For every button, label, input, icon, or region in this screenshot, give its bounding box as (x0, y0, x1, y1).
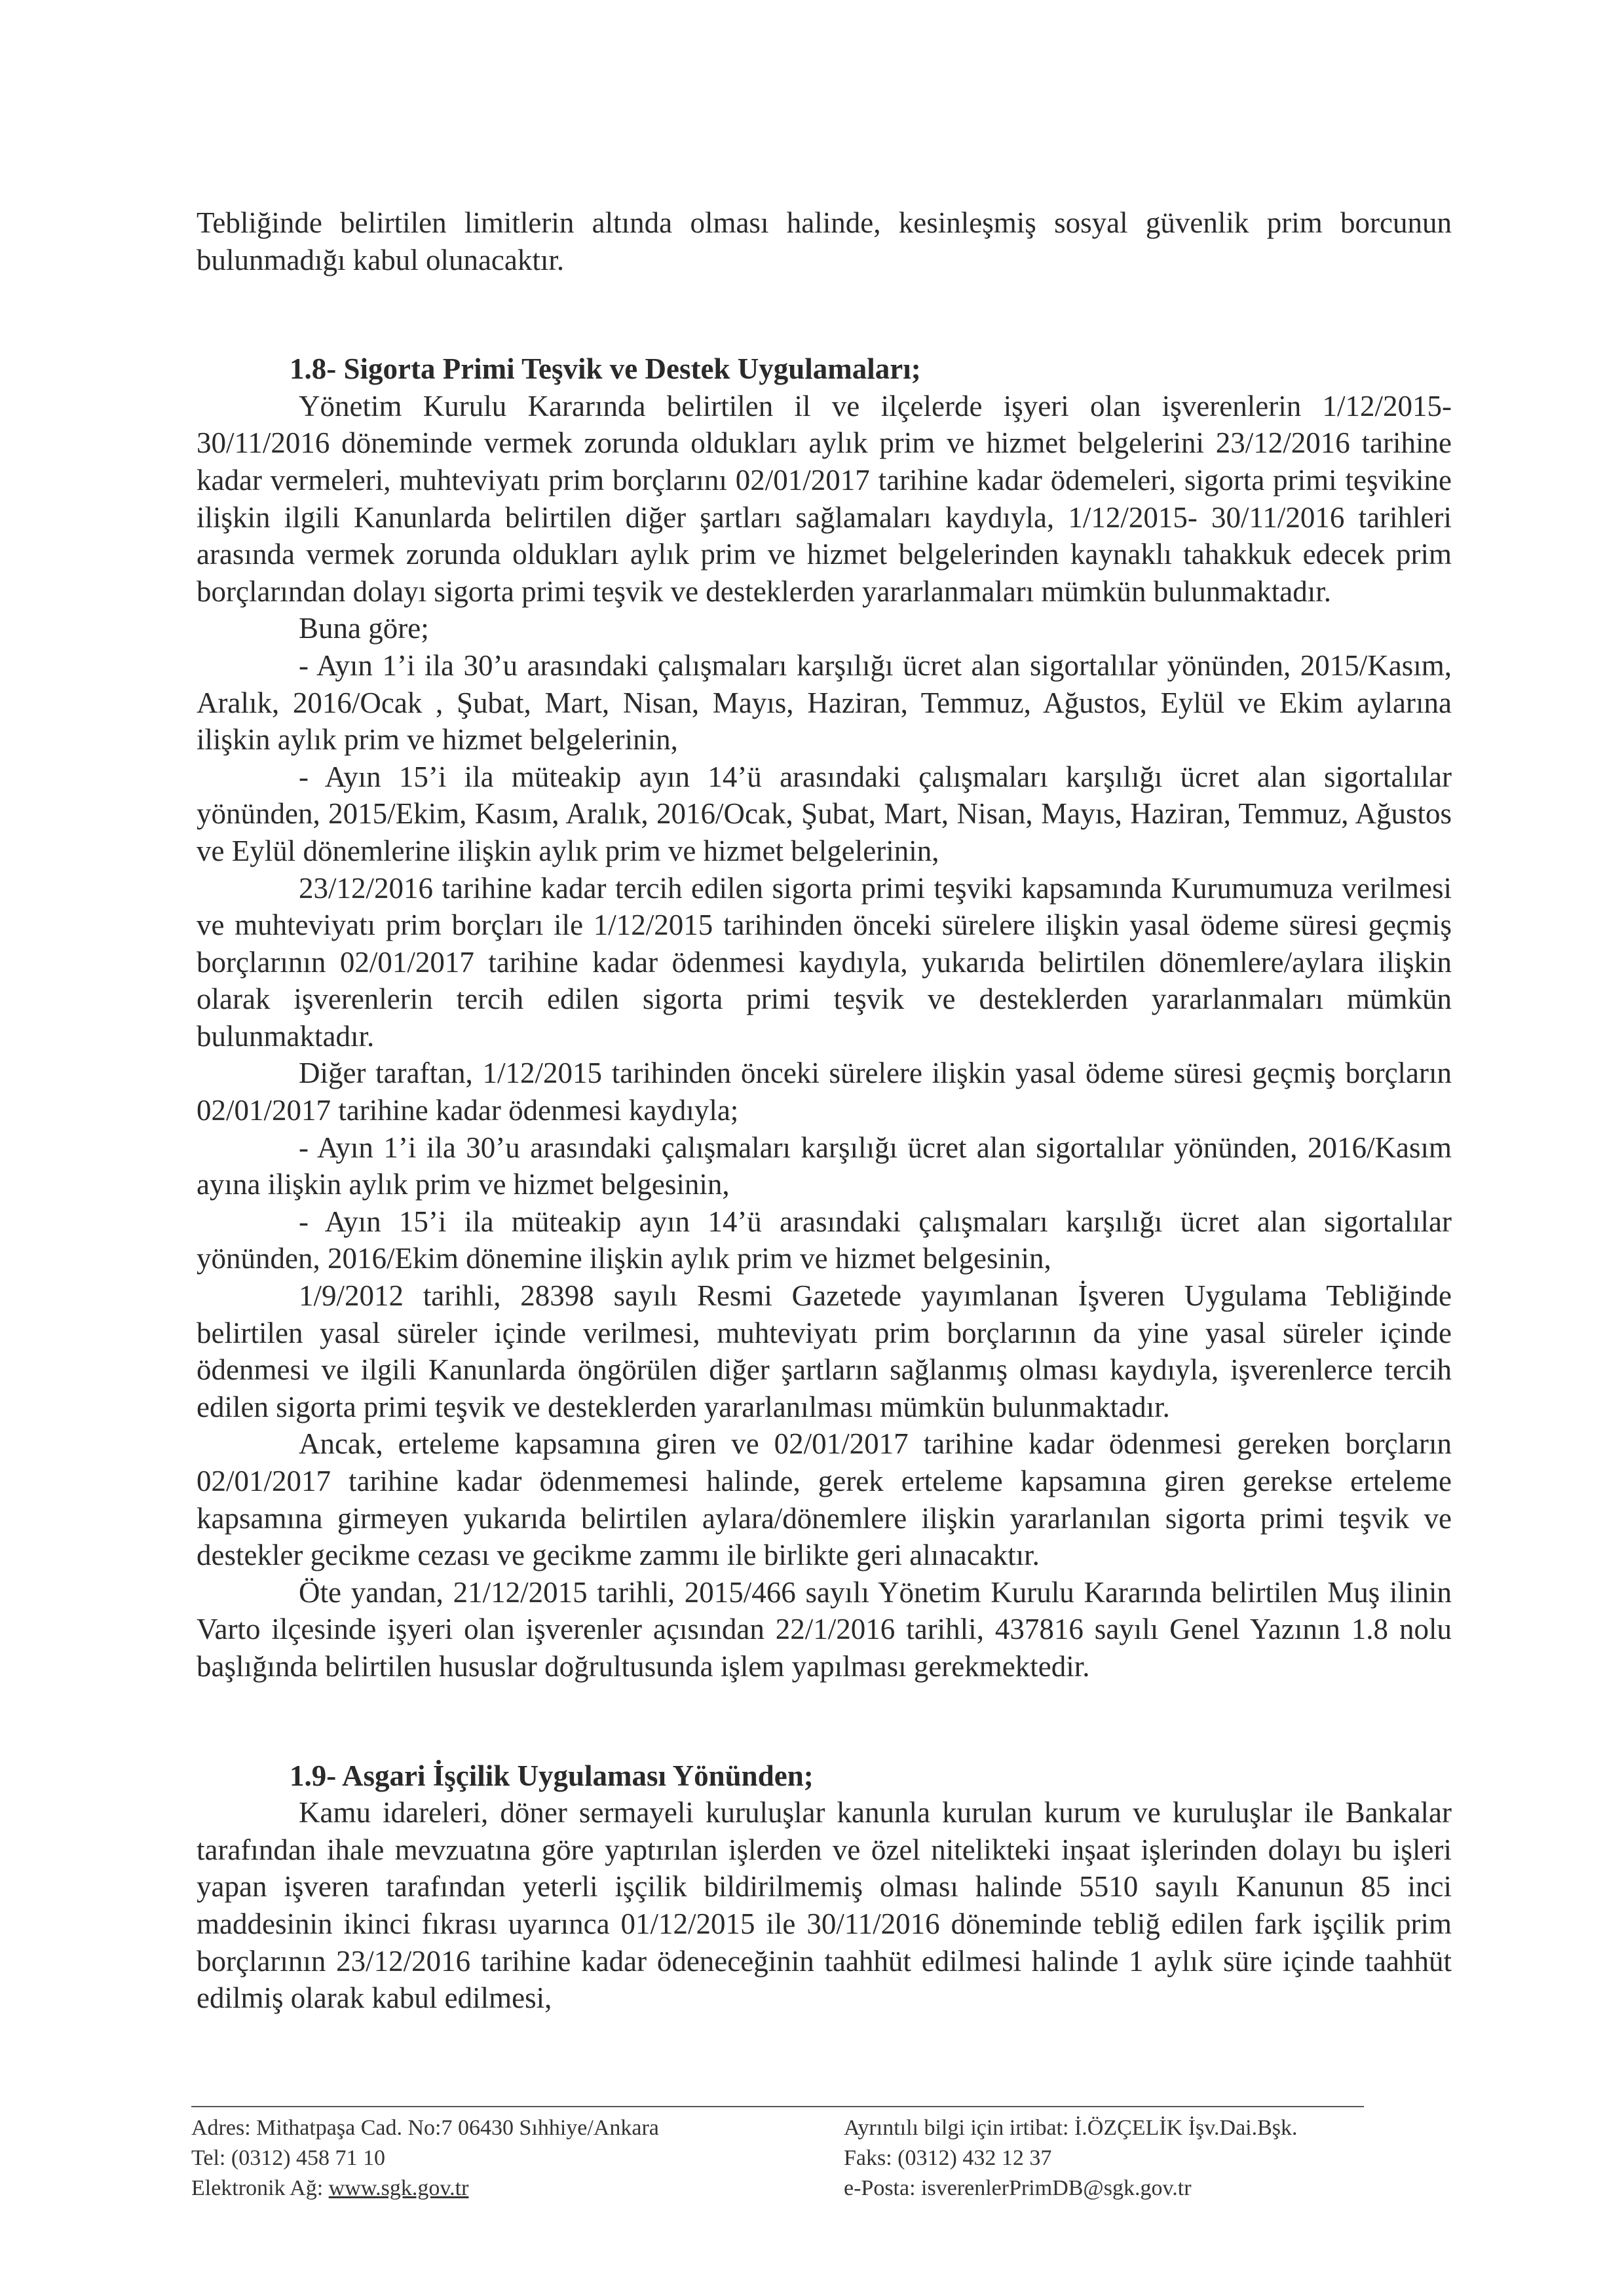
paragraph: 23/12/2016 tarihine kadar tercih edilen sigorta primi teşviki kapsamında Kurumumuza verilmesi ve muhteviyatı prim borçları ile 1/12/2015 tarihinden önceki sürelere ilişkin yasal ödeme süresi geçmiş borçlarının 02/01/2017 tarihine kadar ödenmesi kaydıyla, yukarıda belirtilen dönemlere/aylara ilişkin olarak işverenlerin tercih edilen sigorta primi teşvik ve desteklerden yararlanmaları mümkün bulunmaktadır. (197, 871, 1452, 1053)
list-item: - Ayın 15’i ila müteakip ayın 14’ü arasındaki çalışmaları karşılığı ücret alan sigortalılar yönünden, 2016/Ekim dönemine ilişkin aylık prim ve hizmet belgesinin, (197, 1205, 1452, 1275)
paragraph-intro: Tebliğinde belirtilen limitlerin altında olması halinde, kesinleşmiş sosyal güvenlik prim borcunun bulunmadığı kabul olunacaktır. (197, 206, 1452, 276)
footer-phone: Tel: (0312) 458 71 10 (191, 2146, 386, 2170)
footer-divider (191, 2106, 1364, 2107)
footer-contact-block (844, 2113, 1460, 2204)
footer-address-block (191, 2113, 820, 2204)
list-item: - Ayın 15’i ila müteakip ayın 14’ü arasındaki çalışmaları karşılığı ücret alan sigortalılar yönünden, 2015/Ekim, Kasım, Aralık, 2016/Ocak, Şubat, Mart, Nisan, Mayıs, Haziran, Temmuz, Ağustos ve Eylül dönemlerine ilişkin aylık prim ve hizmet belgelerinin, (197, 760, 1452, 867)
paragraph: Ancak, erteleme kapsamına giren ve 02/01/2017 tarihine kadar ödenmesi gereken borçların 02/01/2017 tarihine kadar ödenmemesi halinde, gerek erteleme kapsamına giren gerekse erteleme kapsamına girmeyen yukarıda belirtilen aylara/dönemlere ilişkin yararlanılan sigorta primi teşvik ve destekler gecikme cezası ve gecikme zammı ile birlikte geri alınacaktır. (197, 1427, 1452, 1572)
paragraph: Diğer taraftan, 1/12/2015 tarihinden önceki sürelere ilişkin yasal ödeme süresi geçmiş borçların 02/01/2017 tarihine kadar ödenmesi kaydıyla; (197, 1057, 1452, 1127)
paragraph: Kamu idareleri, döner sermayeli kuruluşlar kanunla kurulan kurum ve kuruluşlar ile Bankalar tarafından ihale mevzuatına göre yaptırılan işlerden ve özel nitelikteki inşaat işlerinden dolayı bu işleri yapan işveren tarafından yeterli işçilik bildirilmemiş olması halinde 5510 sayılı Kanunun 85 inci maddesinin ikinci fıkrası uyarınca 01/12/2015 ile 30/11/2016 döneminde tebliğ edilen fark işçilik prim borçlarının 23/12/2016 tarihine kadar ödeneceğinin taahhüt edilmesi halinde 1 aylık süre içinde taahhüt edilmiş olarak kabul edilmesi, (197, 1796, 1452, 2015)
footer-contact: Ayrıntılı bilgi için irtibat: İ.ÖZÇELİK İşv.Dai.Bşk. (844, 2116, 1298, 2140)
footer-website-label: Elektronik Ağ: (191, 2176, 329, 2200)
paragraph: Buna göre; (299, 612, 429, 645)
paragraph: 1/9/2012 tarihli, 28398 sayılı Resmi Gazetede yayımlanan İşveren Uygulama Tebliğinde belirtilen yasal süreler içinde verilmesi, muhteviyatı prim borçlarının da yine yasal süreler içinde ödenmesi ve ilgili Kanunlarda öngörülen diğer şartların sağlanmış olması kaydıyla, işverenlerce tercih edilen sigorta primi teşvik ve desteklerden yararlanılması mümkün bulunmaktadır. (197, 1279, 1452, 1423)
paragraph: Yönetim Kurulu Kararında belirtilen il ve ilçelerde işyeri olan işverenlerin 1/12/2015- 30/11/2016 döneminde vermek zorunda oldukları aylık prim ve hizmet belgelerini 23/12/2016 tarihine kadar vermeleri, muhteviyatı prim borçlarını 02/01/2017 tarihine kadar ödemeleri, sigorta primi teşvikine ilişkin ilgili Kanunlarda belirtilen diğer şartları sağlamaları kaydıyla, 1/12/2015- 30/11/2016 tarihleri arasında vermek zorunda oldukları aylık prim ve hizmet belgelerinden kaynaklı tahakkuk edecek prim borçlarından dolayı sigorta primi teşvik ve desteklerden yararlanmaları mümkün bulunmaktadır. (197, 389, 1452, 608)
footer-email[interactable]: e-Posta: isverenlerPrimDB@sgk.gov.tr (844, 2176, 1192, 2200)
list-item: - Ayın 1’i ila 30’u arasındaki çalışmaları karşılığı ücret alan sigortalılar yönünden, 2015/Kasım, Aralık, 2016/Ocak , Şubat, Mart, Nisan, Mayıs, Haziran, Temmuz, Ağustos, Eylül ve Ekim aylarına ilişkin aylık prim ve hizmet belgelerinin, (197, 648, 1452, 757)
footer-address: Adres: Mithatpaşa Cad. No:7 06430 Sıhhiye/Ankara (191, 2116, 659, 2140)
document-body (197, 204, 1452, 2017)
section-heading-1-9: 1.9- Asgari İşçilik Uygulaması Yönünden; (290, 1759, 814, 1792)
paragraph: Öte yandan, 21/12/2015 tarihli, 2015/466 sayılı Yönetim Kurulu Kararında belirtilen Muş ilinin Varto ilçesinde işyeri olan işverenler açısından 22/1/2016 tarihli, 437816 sayılı Genel Yazının 1.8 nolu başlığında belirtilen hususlar doğrultusunda işlem yapılması gerekmektedir. (197, 1575, 1452, 1683)
list-item: - Ayın 1’i ila 30’u arasındaki çalışmaları karşılığı ücret alan sigortalılar yönünden, 2016/Kasım ayına ilişkin aylık prim ve hizmet belgesinin, (197, 1131, 1452, 1201)
footer-website (191, 2173, 820, 2204)
footer-fax: Faks: (0312) 432 12 37 (844, 2146, 1052, 2170)
section-heading-1-8: 1.8- Sigorta Primi Teşvik ve Destek Uygulamaları; (290, 352, 921, 386)
footer-website-link[interactable]: www.sgk.gov.tr (328, 2176, 469, 2200)
